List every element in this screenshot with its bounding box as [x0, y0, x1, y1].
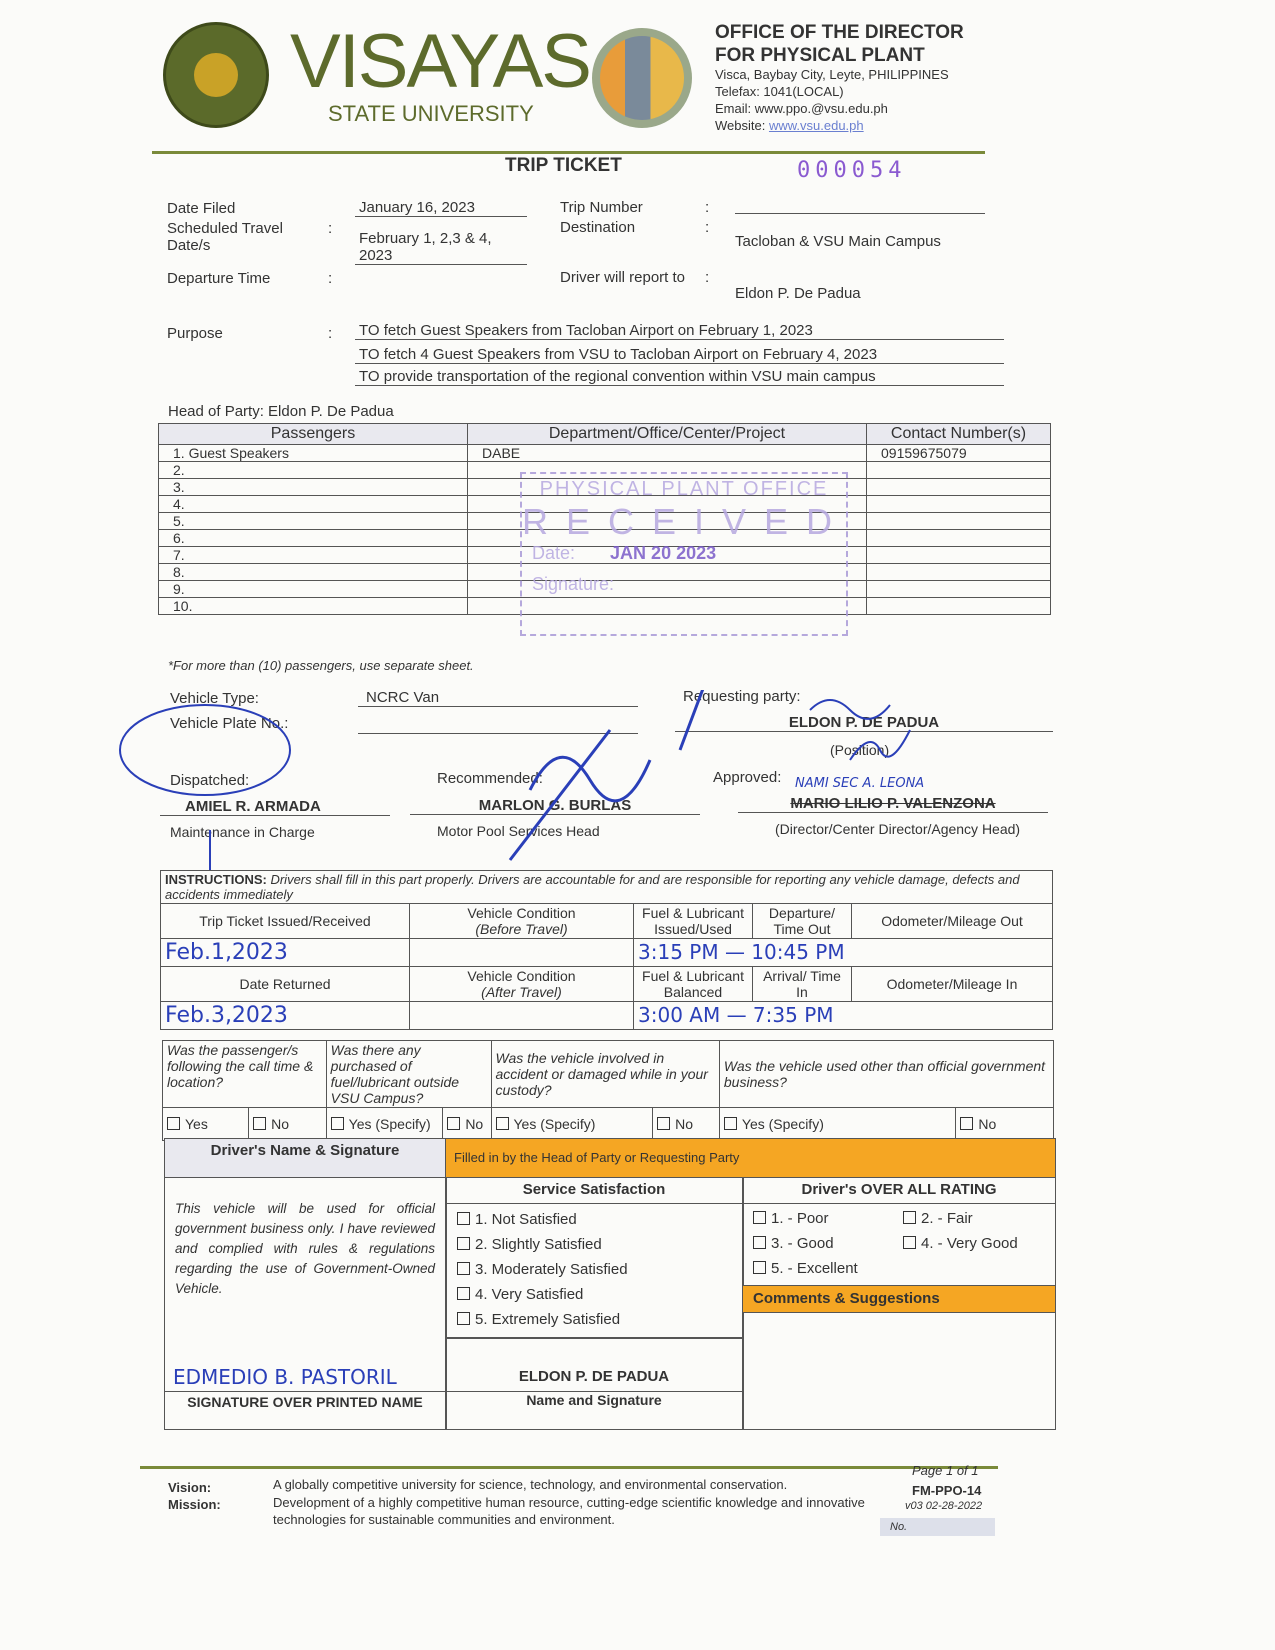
service-option-label: 4. Very Satisfied — [475, 1286, 584, 1303]
answer-label: Yes — [185, 1116, 208, 1132]
instructions-text: Drivers shall fill in this part properly. Drivers are accountable for and are responsible for reporting any vehicle damage, defects and accidents immediately — [165, 872, 1020, 902]
passenger-name[interactable]: 3. — [159, 479, 468, 496]
vehicle-type-value: NCRC Van — [358, 689, 638, 707]
stamp-received: RECEIVED — [522, 501, 851, 542]
comments-header: Comments & Suggestions — [743, 1285, 1055, 1313]
answer-yes-4[interactable] — [719, 1108, 955, 1141]
purpose-line-1: TO fetch Guest Speakers from Tacloban Airport on February 1, 2023 — [355, 322, 1004, 340]
passenger-name[interactable]: 1. Guest Speakers — [159, 445, 468, 462]
answer-label: No — [978, 1116, 997, 1132]
answer-label: No — [465, 1116, 484, 1132]
purpose-line-3: TO provide transportation of the regional convention within VSU main campus — [355, 368, 1004, 386]
destination-label: Destination — [560, 219, 636, 236]
answer-no-3[interactable] — [653, 1108, 720, 1141]
passenger-name[interactable]: 7. — [159, 547, 468, 564]
rating-option[interactable] — [753, 1206, 903, 1231]
scheduled-travel-value: February 1, 2,3 & 4, 2023 — [355, 230, 527, 265]
passenger-name[interactable]: 5. — [159, 513, 468, 530]
checkbox-icon[interactable] — [724, 1117, 737, 1130]
colon: : — [328, 220, 333, 237]
condition-before-header — [410, 904, 634, 939]
approved-handwritten-note: NAMI SEC A. LEONA — [795, 776, 925, 791]
trip-number-value — [735, 213, 985, 214]
instructions-label: INSTRUCTIONS: — [165, 872, 267, 887]
trip-number-label: Trip Number — [560, 199, 643, 216]
approved-name: MARIO LILIO P. VALENZONA — [738, 795, 1048, 813]
answer-label: No — [675, 1116, 694, 1132]
checkbox-icon[interactable] — [753, 1211, 766, 1224]
dispatched-name: AMIEL R. ARMADA — [160, 798, 390, 816]
approved-label: Approved: — [713, 769, 782, 786]
condition-after-label: (After Travel) — [481, 984, 562, 1000]
checkbox-icon[interactable] — [253, 1117, 266, 1130]
answer-no-1[interactable] — [249, 1108, 327, 1141]
passenger-name[interactable]: 8. — [159, 564, 468, 581]
colon: : — [705, 269, 710, 286]
office-title-2: FOR PHYSICAL PLANT — [715, 45, 925, 66]
passenger-contact[interactable]: 09159675079 — [867, 445, 1051, 462]
checkbox-icon[interactable] — [447, 1117, 460, 1130]
stamp-date-row — [532, 543, 846, 564]
service-option-label: 3. Moderately Satisfied — [475, 1261, 628, 1278]
issued-header: Trip Ticket Issued/Received — [161, 904, 410, 939]
footer-divider — [140, 1466, 998, 1469]
service-option-label: 1. Not Satisfied — [475, 1211, 577, 1228]
form-code: FM-PPO-14 — [912, 1483, 982, 1498]
office-address: Visca, Baybay City, Leyte, PHILIPPINES — [715, 67, 949, 82]
colon: : — [705, 199, 710, 216]
col-passengers: Passengers — [159, 424, 468, 445]
rating-option-label: 1. - Poor — [771, 1210, 829, 1227]
ticket-number: 000054 — [797, 158, 907, 183]
vision-label: Vision: — [168, 1480, 212, 1495]
condition-before-label: (Before Travel) — [475, 921, 568, 937]
service-options — [457, 1207, 628, 1332]
colon: : — [328, 325, 333, 342]
driver-certification: This vehicle will be used for official government business only. I have reviewed and complied with rules & regulations regarding the use of Government-Owned Vehicle. — [175, 1201, 435, 1296]
passenger-name[interactable]: 6. — [159, 530, 468, 547]
office-website — [715, 118, 864, 133]
office-email: Email: www.ppo.@vsu.edu.ph — [715, 101, 888, 116]
date-filed-value: January 16, 2023 — [355, 199, 527, 217]
stamp-date: JAN 20 2023 — [610, 543, 717, 563]
requesting-party-label: Requesting party: — [683, 688, 801, 705]
service-option[interactable] — [457, 1282, 628, 1307]
returned-header: Date Returned — [161, 967, 410, 1002]
driver-signature: EDMEDIO B. PASTORIL — [173, 1365, 397, 1389]
arrival-header: Arrival/ Time In — [753, 967, 852, 1002]
recommended-name: MARLON G. BURLAS — [410, 797, 700, 815]
answer-yes-3[interactable] — [491, 1108, 653, 1141]
time-in-value[interactable]: 3:00 AM — 7:35 PM — [634, 1002, 1053, 1030]
stamp-office: PHYSICAL PLANT OFFICE — [539, 478, 829, 500]
page-number: Page 1 of 1 — [912, 1463, 979, 1478]
stamp-signature-label: Signature: — [532, 574, 615, 594]
rating-option-label: 3. - Good — [771, 1235, 834, 1252]
passenger-row — [159, 445, 1051, 462]
question-2: Was there any purchased of fuel/lubricant outside VSU Campus? — [326, 1041, 491, 1108]
issued-date[interactable]: Feb.1,2023 — [161, 939, 410, 967]
answer-label: Yes (Specify) — [513, 1116, 596, 1132]
website-link[interactable]: www.vsu.edu.ph — [768, 118, 864, 133]
question-4: Was the vehicle used other than official government business? — [719, 1041, 1053, 1108]
report-to-label: Driver will report to — [560, 269, 686, 286]
fuel-balanced-header: Fuel & Lubricant Balanced — [634, 967, 753, 1002]
vsu-seal-logo — [163, 22, 269, 128]
passenger-contact[interactable] — [867, 496, 1051, 513]
dispatched-role: Maintenance in Charge — [170, 824, 315, 840]
checkbox-icon[interactable] — [457, 1212, 470, 1225]
odometer-out-header: Odometer/Mileage Out — [852, 904, 1053, 939]
answer-label: Yes (Specify) — [348, 1116, 431, 1132]
checkbox-icon[interactable] — [657, 1117, 670, 1130]
checkbox-icon[interactable] — [903, 1211, 916, 1224]
checkbox-icon[interactable] — [457, 1312, 470, 1325]
condition-label: Vehicle Condition — [467, 905, 576, 921]
condition-label: Vehicle Condition — [467, 968, 576, 984]
fuel-issued-header: Fuel & Lubricant Issued/Used — [634, 904, 753, 939]
service-name: ELDON P. DE PADUA — [518, 1368, 670, 1385]
service-header: Service Satisfaction — [446, 1177, 742, 1204]
rating-option-label: 2. - Fair — [921, 1210, 973, 1227]
trip-log-table — [160, 870, 1053, 1030]
checkbox-icon[interactable] — [167, 1117, 180, 1130]
col-contact: Contact Number(s) — [867, 424, 1051, 445]
question-1: Was the passenger/s following the call time & location? — [163, 1041, 327, 1108]
purpose-label: Purpose — [167, 325, 223, 342]
document-no: No. — [880, 1518, 995, 1536]
recommended-label: Recommended: — [437, 770, 543, 787]
vehicle-type-label: Vehicle Type: — [170, 690, 259, 707]
form-version: v03 02-28-2022 — [905, 1500, 983, 1512]
service-option[interactable] — [457, 1257, 628, 1282]
departure-time-label: Departure Time — [167, 270, 271, 287]
rating-option[interactable] — [753, 1256, 903, 1281]
passenger-contact[interactable] — [867, 462, 1051, 479]
col-department: Department/Office/Center/Project — [468, 424, 867, 445]
time-out-value[interactable]: 3:15 PM — 10:45 PM — [634, 939, 1053, 967]
passenger-contact[interactable] — [867, 513, 1051, 530]
approved-role: (Director/Center Director/Agency Head) — [775, 821, 1021, 837]
service-name-label: Name and Signature — [446, 1391, 742, 1408]
checkbox-icon[interactable] — [753, 1236, 766, 1249]
vsu-logo-subtext: STATE UNIVERSITY — [328, 101, 534, 126]
answer-yes-2[interactable] — [326, 1108, 443, 1141]
office-telefax: Telefax: 1041(LOCAL) — [715, 84, 844, 99]
passenger-contact[interactable] — [867, 564, 1051, 581]
departure-header: Departure/ Time Out — [753, 904, 852, 939]
questions-table — [162, 1040, 1054, 1141]
rating-option[interactable] — [753, 1231, 903, 1256]
destination-value: Tacloban & VSU Main Campus — [735, 233, 941, 250]
returned-date[interactable]: Feb.3,2023 — [161, 1002, 410, 1030]
condition-after-header — [410, 967, 634, 1002]
passenger-name[interactable]: 9. — [159, 581, 468, 598]
passenger-contact[interactable] — [867, 530, 1051, 547]
service-option[interactable] — [457, 1207, 628, 1232]
office-title-1: OFFICE OF THE DIRECTOR — [715, 22, 964, 43]
received-stamp — [520, 472, 851, 636]
odometer-in-header: Odometer/Mileage In — [852, 967, 1053, 1002]
answer-no-4[interactable] — [956, 1108, 1054, 1141]
position-label: (Position) — [830, 742, 890, 758]
website-label: Website: — [715, 118, 766, 133]
instructions-cell — [161, 871, 1053, 904]
comments-field[interactable] — [743, 1313, 1055, 1429]
condition-before-value[interactable] — [410, 939, 634, 967]
checkbox-icon[interactable] — [457, 1262, 470, 1275]
rating-options — [753, 1206, 1053, 1281]
table-header-row — [159, 424, 1051, 445]
colon: : — [328, 270, 333, 287]
head-of-party: Head of Party: Eldon P. De Padua — [168, 403, 394, 420]
rating-option-label: 5. - Excellent — [771, 1260, 858, 1277]
checkbox-icon[interactable] — [960, 1117, 973, 1130]
driver-signature-label: SIGNATURE OVER PRINTED NAME — [165, 1391, 445, 1410]
checkbox-icon[interactable] — [496, 1117, 509, 1130]
mission-text: Development of a highly competitive human resource, cutting-edge scientific knowledge and innovative technologies for sustainable communities and environment. — [273, 1495, 865, 1527]
rating-option[interactable] — [903, 1231, 1053, 1256]
header-divider — [152, 151, 985, 154]
passenger-department[interactable]: DABE — [468, 445, 867, 462]
passenger-name[interactable]: 10. — [159, 598, 468, 615]
colon: : — [705, 219, 710, 236]
passenger-name[interactable]: 4. — [159, 496, 468, 513]
answer-label: Yes (Specify) — [741, 1116, 824, 1132]
checkbox-icon[interactable] — [753, 1261, 766, 1274]
service-option-label: 2. Slightly Satisfied — [475, 1236, 602, 1253]
evaluation-section — [164, 1138, 1056, 1430]
divider — [446, 1337, 742, 1339]
scheduled-travel-label: Scheduled Travel Date/s — [167, 220, 283, 254]
answer-no-2[interactable] — [443, 1108, 491, 1141]
passenger-contact[interactable] — [867, 598, 1051, 615]
stamp-date-label: Date: — [532, 543, 576, 563]
dispatched-label: Dispatched: — [170, 772, 250, 789]
document-title: TRIP TICKET — [505, 155, 622, 176]
service-option[interactable] — [457, 1307, 628, 1332]
driver-header: Driver's Name & Signature — [165, 1139, 446, 1178]
rating-option-label: 4. - Very Good — [921, 1235, 1018, 1252]
checkbox-icon[interactable] — [903, 1236, 916, 1249]
date-filed-label: Date Filed — [167, 200, 236, 217]
question-3: Was the vehicle involved in accident or damaged while in your custody? — [491, 1041, 719, 1108]
checkbox-icon[interactable] — [331, 1117, 344, 1130]
service-option[interactable] — [457, 1232, 628, 1257]
signature-scribbles — [110, 690, 1060, 880]
answer-label: No — [271, 1116, 290, 1132]
recommended-role: Motor Pool Services Head — [437, 823, 600, 839]
rating-header: Driver's OVER ALL RATING — [743, 1177, 1055, 1204]
passenger-contact[interactable] — [867, 479, 1051, 496]
passenger-contact[interactable] — [867, 581, 1051, 598]
report-to-value: Eldon P. De Padua — [735, 285, 861, 302]
checkbox-icon[interactable] — [457, 1237, 470, 1250]
condition-after-value[interactable] — [410, 1002, 634, 1030]
service-option-label: 5. Extremely Satisfied — [475, 1311, 621, 1328]
vehicle-plate-label: Vehicle Plate No.: — [170, 715, 289, 732]
vision-text: A globally competitive university for science, technology, and environmental conservation. — [273, 1477, 788, 1492]
passenger-contact[interactable] — [867, 547, 1051, 564]
passenger-name[interactable]: 2. — [159, 462, 468, 479]
answer-yes-1[interactable] — [163, 1108, 249, 1141]
checkbox-icon[interactable] — [457, 1287, 470, 1300]
purpose-line-2: TO fetch 4 Guest Speakers from VSU to Tacloban Airport on February 4, 2023 — [355, 346, 1004, 364]
physical-plant-logo — [592, 28, 692, 128]
vsu-logo-text: VISAYAS — [290, 19, 590, 104]
mission-label: Mission: — [168, 1497, 221, 1512]
passengers-note: *For more than (10) passengers, use separate sheet. — [168, 658, 474, 673]
requesting-party-name: ELDON P. DE PADUA — [675, 714, 1053, 732]
filled-by-banner: Filled in by the Head of Party or Requesting Party — [446, 1139, 1055, 1178]
rating-option[interactable] — [903, 1206, 1053, 1231]
